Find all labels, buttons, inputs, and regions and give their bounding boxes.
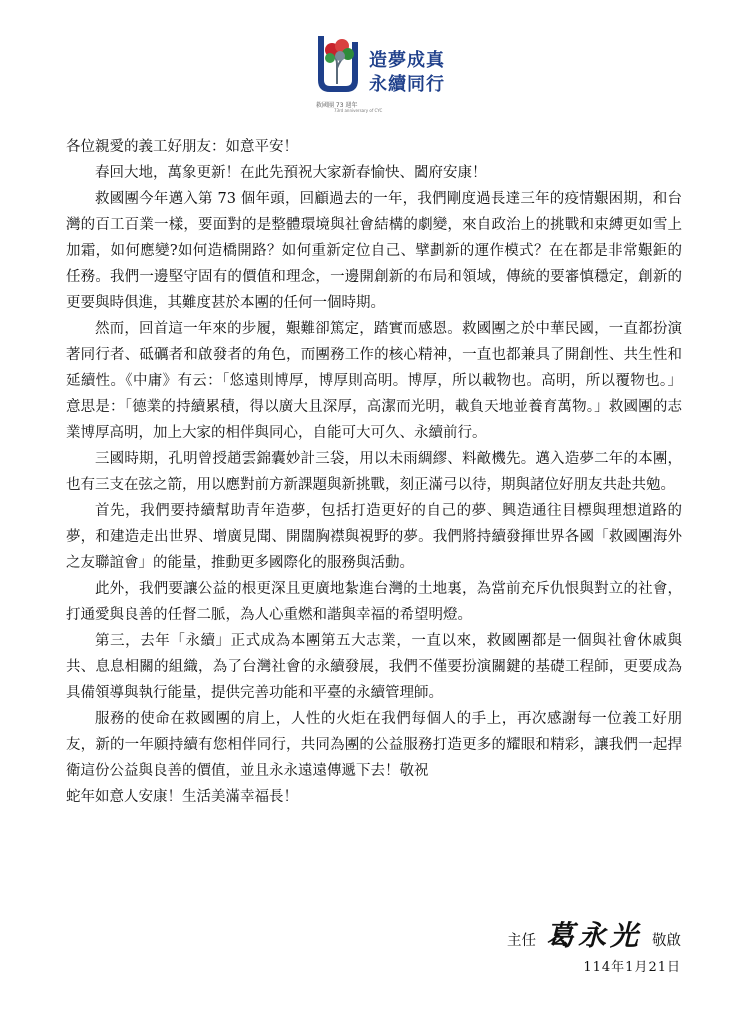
letter-body [66,134,682,810]
letter-paragraph: 服務的使命在救國團的肩上，人性的火炬在我們每個人的手上，再次感謝每一位義工好朋友，新的一年願持續有您相伴同行，共同為團的公益服務打造更多的耀眼和精彩，讓我們一起捍衛這份公益與良善的價值，並且永永遠遠傳遞下去！敬祝 [66,711,682,779]
letter-greeting: 各位親愛的義工好朋友：如意平安！ [66,139,298,155]
signer-name: 葛永光 [545,919,642,952]
letter-paragraph: 然而，回首這一年來的步履，艱難卻篤定，踏實而感恩。救國團之於中華民國，一直都扮演著同行者、砥礪者和啟發者的角色，而團務工作的核心精神，一直也都兼具了開創性、共生性和延續性。《中庸》有云：「悠遠則博厚，博厚則高明。博厚，所以載物也。高明，所以覆物也。」意思是：「德業的持續累積，得以廣大且深厚，高潔而光明，載負天地並養育萬物。」救國團的志業博厚高明，加上大家的相伴與同心，自能可大可久、永續前行。 [66,321,682,441]
letter-paragraph: 三國時期，孔明曾授趙雲錦囊妙計三袋，用以未雨綢繆、料敵機先。邁入造夢二年的本團，也有三支在弦之箭，用以應對前方新課題與新挑戰，刻正滿弓以待，期與諸位好朋友共赴共勉。 [66,451,682,493]
logo-subtitle: 永續同行 [369,74,445,95]
signer-title: 主任 [506,933,536,949]
letter-closing: 蛇年如意人安康！生活美滿幸福長！ [66,789,298,805]
signer-regards: 敬啟 [652,933,681,949]
logo-title: 造夢成真 [369,50,445,71]
letter-paragraph: 救國團今年邁入第 73 個年頭，回顧過去的一年，我們剛度過長達三年的疫情艱困期，和台灣的百工百業一樣，要面對的是整體環境與社會結構的劇變，來自政治上的挑戰和束縛更如雪上加霜，如何應變?如何造橋開路？如何重新定位自己、擘劃新的運作模式？在在都是非常艱鉅的任務。我們一邊堅守固有的價值和理念，一邊開創新的布局和領域，傳統的要審慎穩定，創新的更要與時俱進，其難度甚於本團的任何一個時期。 [66,191,682,311]
letter-paragraph: 第三，去年「永續」正式成為本團第五大志業，一直以來，救國團都是一個與社會休戚與共、息息相關的組織，為了台灣社會的永續發展，我們不僅要扮演關鍵的基礎工程師，更要成為具備領導與執行能量，提供完善功能和平臺的永續管理師。 [66,633,682,701]
letter-paragraph: 首先，我們要持續幫助青年造夢，包括打造更好的自己的夢、興造通往目標與理想道路的夢，和建造走出世界、增廣見聞、開闊胸襟與視野的夢。我們將持續發揮世界各國「救國團海外之友聯誼會」的能量，推動更多國際化的服務與活動。 [66,503,682,571]
letter-date: 114年1月21日 [583,960,681,975]
signature-block [507,914,681,954]
letter-paragraph: 此外，我們要讓公益的根更深且更廣地紮進台灣的土地裏，為當前充斥仇恨與對立的社會，打通愛與良善的任督二脈，為人心重燃和諧與幸福的希望明燈。 [66,581,682,623]
letter-paragraph: 春回大地，萬象更新！在此先預祝大家新春愉快、闔府安康！ [95,165,487,181]
hand-tree-logo-icon [312,28,368,98]
logo-anniversary-text-en: 73rd anniversary of CYC [334,108,383,113]
logo-anniversary-text: 救國團 73 週年 [316,102,358,109]
organization-logo [312,28,445,114]
